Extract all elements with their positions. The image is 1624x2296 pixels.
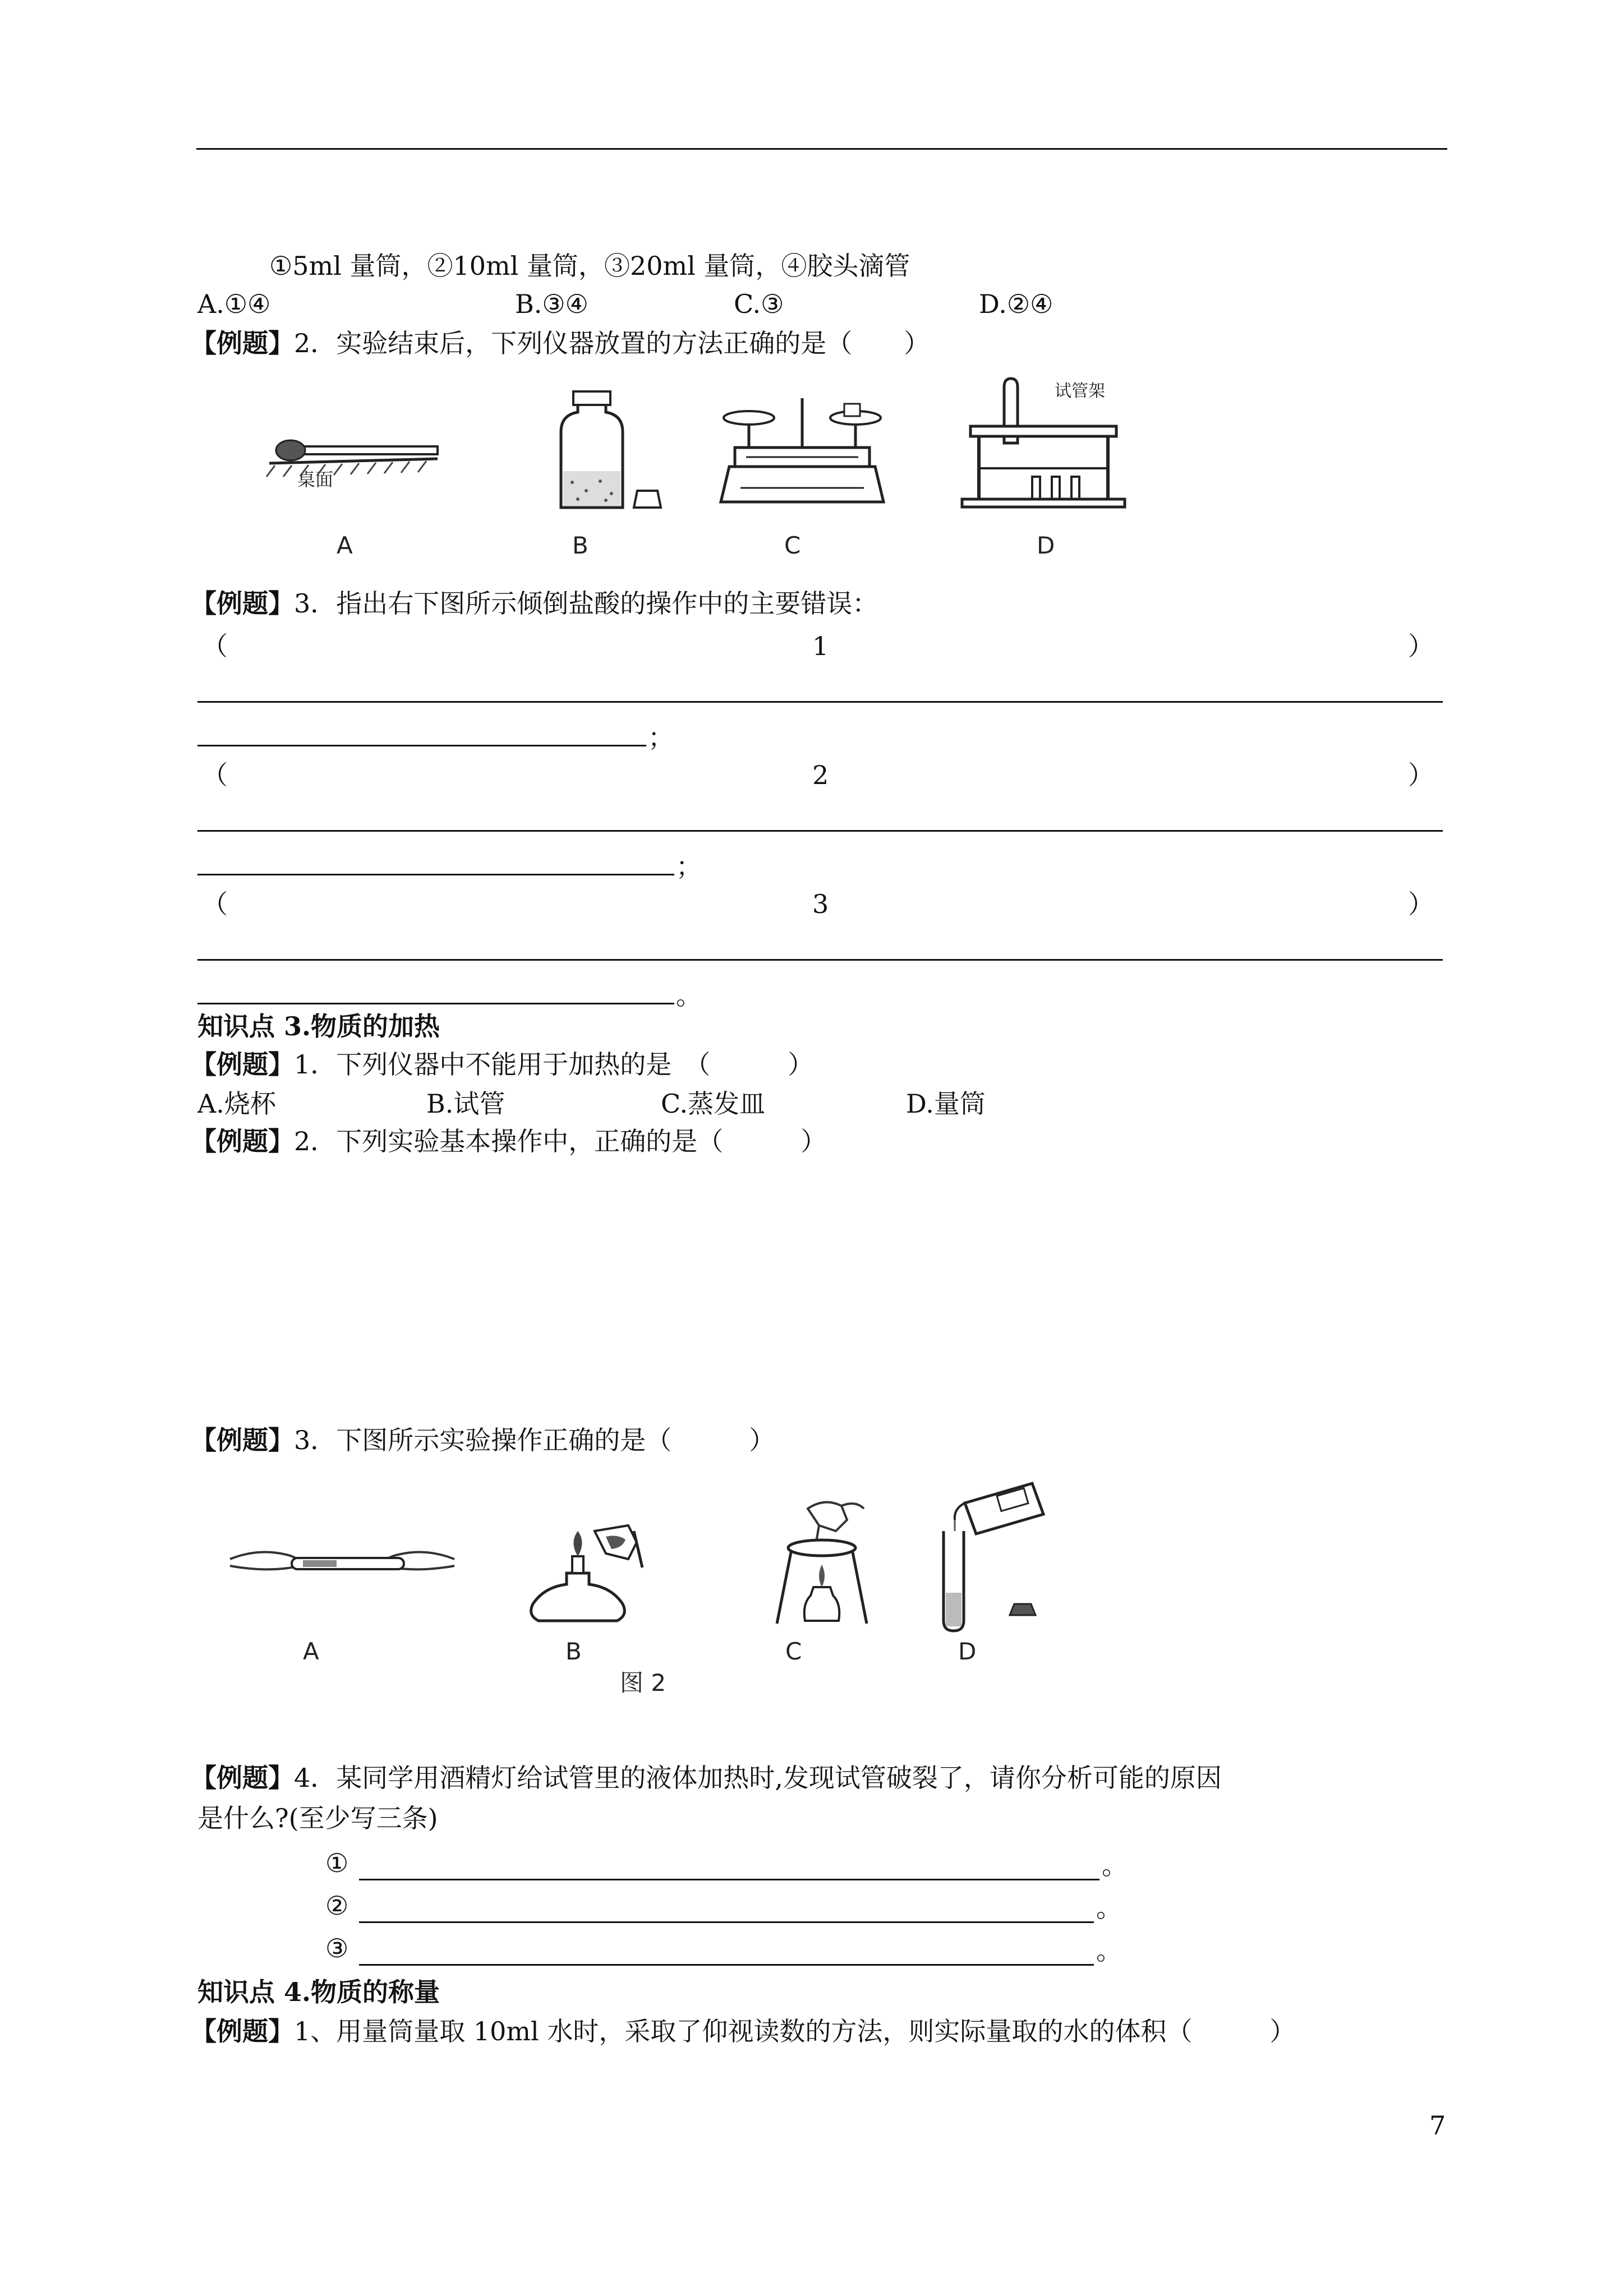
blank-number-2: 2 <box>812 760 829 790</box>
answer-line <box>359 1921 1094 1923</box>
example-text: 4．某同学用酒精灯给试管里的液体加热时,发现试管破裂了，请你分析可能的原因 <box>294 1763 1222 1793</box>
answer-line <box>359 1964 1094 1966</box>
example-3-question <box>191 587 878 620</box>
rack-label: 试管架 <box>1055 381 1105 401</box>
reason-marker-1: ① <box>325 1848 349 1878</box>
example-tag: 【例题】 <box>191 328 294 358</box>
answer-line <box>359 1879 1099 1880</box>
figure-lighting-alcohol-lamp <box>516 1509 662 1643</box>
header-rule <box>196 148 1447 150</box>
option-a: A.①④ <box>197 289 271 319</box>
example-tag: 【例题】 <box>191 1763 294 1793</box>
example-text: 2．下列实验基本操作中，正确的是（ ） <box>294 1126 827 1156</box>
figure-reagent-bottle <box>539 381 668 516</box>
option-c: C.③ <box>734 289 784 319</box>
close-paren-3: ） <box>1408 889 1434 919</box>
option-d: D.②④ <box>979 289 1053 319</box>
figure-test-tube-rack <box>954 376 1133 516</box>
reason-end-3: 。 <box>1096 1935 1122 1966</box>
desk-label: 桌面 <box>297 469 334 490</box>
answer-line <box>197 745 646 746</box>
example-2-question <box>191 326 930 360</box>
example-tag: 【例题】 <box>191 588 294 619</box>
end-mark-2: ； <box>676 851 702 882</box>
fig2-label-a: A <box>303 1638 319 1665</box>
answer-line <box>197 830 1443 832</box>
open-paren-3: （ <box>202 889 228 919</box>
figure-balance <box>718 387 886 516</box>
reason-marker-3: ③ <box>325 1933 349 1963</box>
end-mark-1: ； <box>648 722 674 753</box>
reason-marker-2: ② <box>325 1891 349 1921</box>
answer-line <box>197 701 1443 703</box>
example-text: 1、用量筒量取 10ml 水时，采取了仰视读数的方法，则实际量取的水的体积（ ） <box>294 2016 1296 2046</box>
fig2-caption: 图 2 <box>620 1669 666 1696</box>
open-paren-2: （ <box>202 760 228 790</box>
answer-line <box>197 1003 674 1004</box>
reason-end-1: 。 <box>1102 1850 1128 1880</box>
figure-label-b: B <box>572 532 588 559</box>
fig2-label-d: D <box>958 1638 977 1665</box>
figure-hands-test-tube <box>224 1514 460 1610</box>
option-b: B.③④ <box>515 289 588 319</box>
example-text: 1．下列仪器中不能用于加热的是 （ ） <box>294 1049 814 1080</box>
section-title-weighing: 知识点 4.物质的称量 <box>197 1977 440 2007</box>
end-mark-3: 。 <box>676 980 702 1011</box>
example-tag: 【例题】 <box>191 1425 294 1455</box>
figure-evaporating-dish-on-stand <box>752 1492 898 1638</box>
figure-label-a: A <box>337 532 353 559</box>
example-tag: 【例题】 <box>191 1126 294 1156</box>
kp3-example-4-question-line2: 是什么?(至少写三条) <box>197 1803 438 1833</box>
open-paren-1: （ <box>202 631 228 661</box>
kp3-option-b: B.试管 <box>426 1089 505 1119</box>
figure-pouring-liquid <box>931 1481 1077 1638</box>
blank-number-3: 3 <box>812 889 829 919</box>
example-text: 3．下图所示实验操作正确的是（ ） <box>294 1425 775 1455</box>
example-text: 2．实验结束后，下列仪器放置的方法正确的是（ ） <box>294 328 930 358</box>
kp4-example-1-question <box>191 2014 1295 2048</box>
close-paren-1: ） <box>1408 631 1434 661</box>
kp3-option-a: A.烧杯 <box>197 1089 276 1119</box>
figure-brush-on-desk <box>258 393 460 522</box>
answer-line <box>197 874 674 875</box>
close-paren-2: ） <box>1408 760 1434 790</box>
kp3-example-4-question <box>191 1761 1222 1795</box>
kp3-option-d: D.量筒 <box>906 1089 986 1119</box>
figure-label-c: C <box>784 532 801 559</box>
kp3-example-1-question <box>191 1048 813 1081</box>
fig2-label-b: B <box>565 1638 582 1665</box>
kp3-option-c: C.蒸发皿 <box>661 1089 766 1119</box>
fig2-label-c: C <box>785 1638 802 1665</box>
page-number: 7 <box>1429 2110 1446 2141</box>
reason-end-2: 。 <box>1096 1893 1122 1923</box>
question-line-measuring-tools: ①5ml 量筒，②10ml 量筒，③20ml 量筒，④胶头滴管 <box>269 251 910 281</box>
answer-line <box>197 959 1443 961</box>
example-tag: 【例题】 <box>191 2016 294 2046</box>
kp3-example-2-question <box>191 1124 826 1158</box>
blank-number-1: 1 <box>812 631 829 661</box>
section-title-heating: 知识点 3.物质的加热 <box>197 1011 440 1041</box>
example-tag: 【例题】 <box>191 1049 294 1080</box>
kp3-example-3-question <box>191 1423 775 1457</box>
example-text: 3．指出右下图所示倾倒盐酸的操作中的主要错误： <box>294 588 878 619</box>
figure-label-d: D <box>1037 532 1055 559</box>
